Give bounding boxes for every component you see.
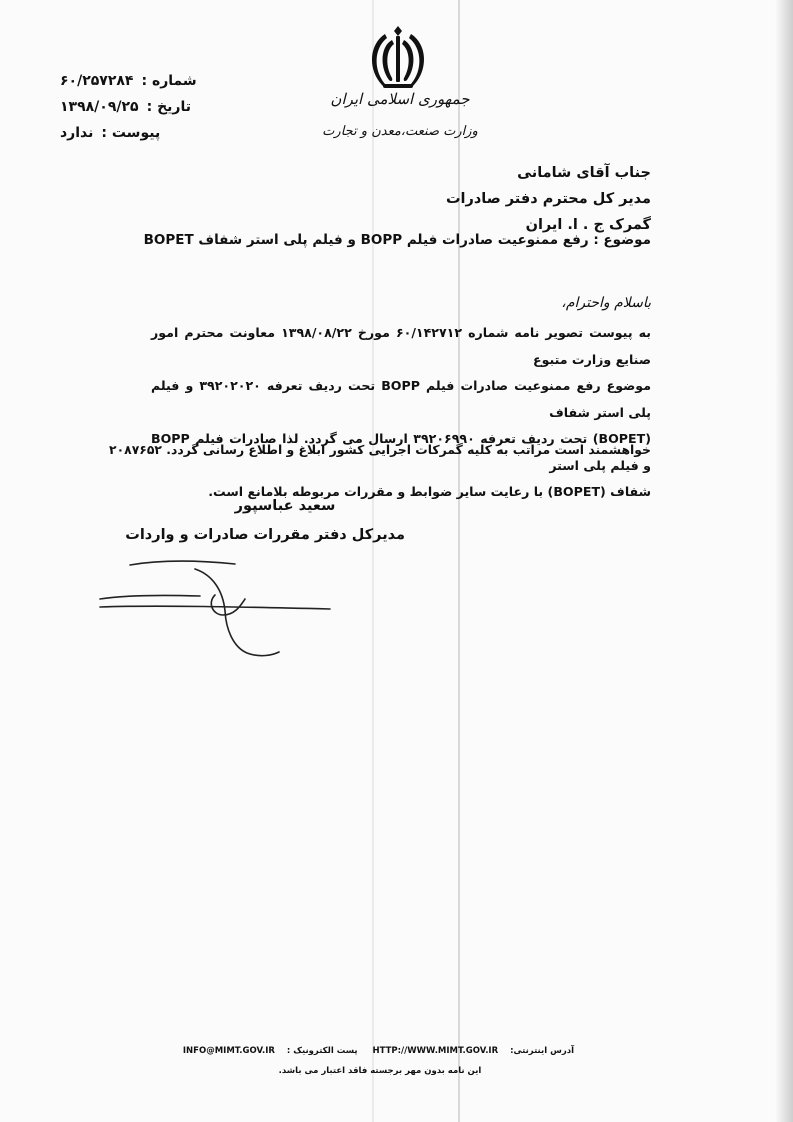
footer-email-label: پست الکترونیک : (286, 1046, 358, 1056)
header-country: جمهوری اسلامی ایران (330, 90, 470, 108)
header-ministry: وزارت صنعت،معدن و تجارت (322, 124, 478, 139)
body-line: موضوع رفع ممنوعیت صادرات فیلم BOPP تحت ردیف تعرفه ۳۹۲۰۲۰۲۰ و فیلم پلی استر شفاف (151, 378, 651, 420)
letter-closing: خواهشمند است مراتب به کلیه گمرکات اجرایی کشور ابلاغ و اطلاع رسانی گردد. ۲۰۸۷۶۵۲ (109, 442, 651, 457)
letter-subject: موضوع : رفع ممنوعیت صادرات فیلم BOPP و فیلم پلی استر شفاف BOPET (143, 232, 651, 248)
page-edge-shadow (775, 0, 793, 1122)
letter-greeting: باسلام واحترام، (561, 295, 651, 311)
recipient-block (251, 160, 651, 238)
recipient-organization: گمرک ج . ا. ایران (525, 217, 651, 233)
letter-meta (60, 68, 260, 146)
footer-website-label: آدرس اینترنتی: (510, 1046, 574, 1056)
letter-attachment-value: ندارد (60, 125, 94, 141)
letter-number-label: شماره : (141, 73, 197, 89)
letter-body (151, 320, 651, 506)
letter-date-value: ۱۳۹۸/۰۹/۲۵ (60, 99, 139, 115)
letter-attachment-label: پیوست : (101, 125, 161, 141)
footer-contact (180, 1046, 580, 1056)
body-line: شفاف (BOPET) با رعایت سایر ضوابط و مقررات مربوطه بلامانع است. (208, 484, 651, 499)
footer-website[interactable]: HTTP://WWW.MIMT.GOV.IR (372, 1046, 499, 1056)
letter-attachment (60, 120, 260, 146)
letter-date-label: تاریخ : (146, 99, 191, 115)
body-line: به پیوست تصویر نامه شماره ۶۰/۱۴۲۷۱۲ مورخ ۱۳۹۸/۰۸/۲۲ معاونت محترم امور صنایع وزارت متبوع (151, 325, 651, 367)
handwritten-signature-icon (95, 555, 345, 665)
footer-notice: این نامه بدون مهر برجسته فاقد اعتبار می باشد. (278, 1066, 482, 1076)
letter-number-value: ۶۰/۲۵۷۲۸۴ (60, 73, 134, 89)
recipient-name: جناب آقای شامانی (517, 165, 651, 181)
signatory-name: سعید عباسپور (234, 498, 336, 514)
body-line: (BOPET) تحت ردیف تعرفه ۳۹۲۰۶۹۹۰ ارسال می گردد. لذا صادرات فیلم BOPP و فیلم پلی استر (151, 431, 651, 473)
letter-number (60, 68, 260, 94)
signatory-title: مدیرکل دفتر مقررات صادرات و واردات (125, 527, 405, 543)
recipient-position: مدیر کل محترم دفتر صادرات (445, 191, 651, 207)
letter-date (60, 94, 260, 120)
footer-email[interactable]: INFO@MIMT.GOV.IR (182, 1046, 275, 1056)
iran-emblem-icon (363, 22, 433, 94)
